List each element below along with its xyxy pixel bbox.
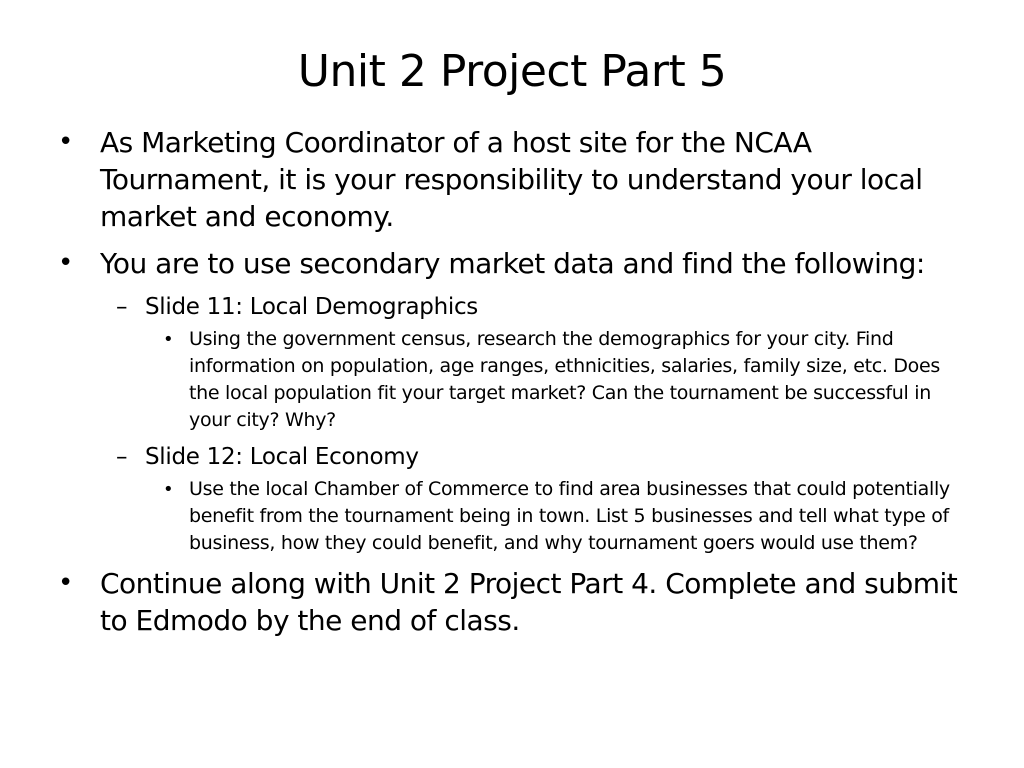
bullet-text: As Marketing Coordinator of a host site for the NCAA Tournament, it is your responsibility to understand your local market and economy. [100, 126, 923, 233]
bullet-marker: • [163, 329, 174, 350]
sub-bullet-item [116, 442, 970, 472]
bullet-item [58, 245, 970, 282]
sub-bullet-item [116, 292, 970, 322]
bullet-item [58, 565, 970, 639]
bullet-marker: • [58, 127, 73, 157]
bullet-marker: • [58, 248, 73, 278]
slide-title: Unit 2 Project Part 5 [297, 46, 727, 97]
bullet-item [58, 124, 970, 235]
bullet-marker: • [163, 479, 174, 500]
detail-bullet-item [163, 326, 970, 434]
dash-marker: – [116, 444, 128, 470]
slide-content [58, 124, 970, 649]
bullet-marker: • [58, 568, 73, 598]
dash-marker: – [116, 294, 128, 320]
detail-bullet-text: Using the government census, research the demographics for your city. Find information on population, age ranges, ethnicities, salaries, family size, etc. Does the local population fit your target market? Can the tournament be successful in your city? Why? [189, 328, 940, 431]
bullet-text: You are to use secondary market data and find the following: [100, 247, 925, 280]
sub-bullet-text: Slide 11: Local Demographics [145, 294, 478, 320]
detail-bullet-text: Use the local Chamber of Commerce to find area businesses that could potentially benefit from the tournament being in town. List 5 businesses and tell what type of business, how they could benefit, and why tournament goers would use them? [189, 478, 950, 554]
sub-bullet-text: Slide 12: Local Economy [145, 444, 419, 470]
bullet-text: Continue along with Unit 2 Project Part 4. Complete and submit to Edmodo by the end of class. [100, 567, 958, 637]
detail-bullet-item [163, 476, 970, 557]
